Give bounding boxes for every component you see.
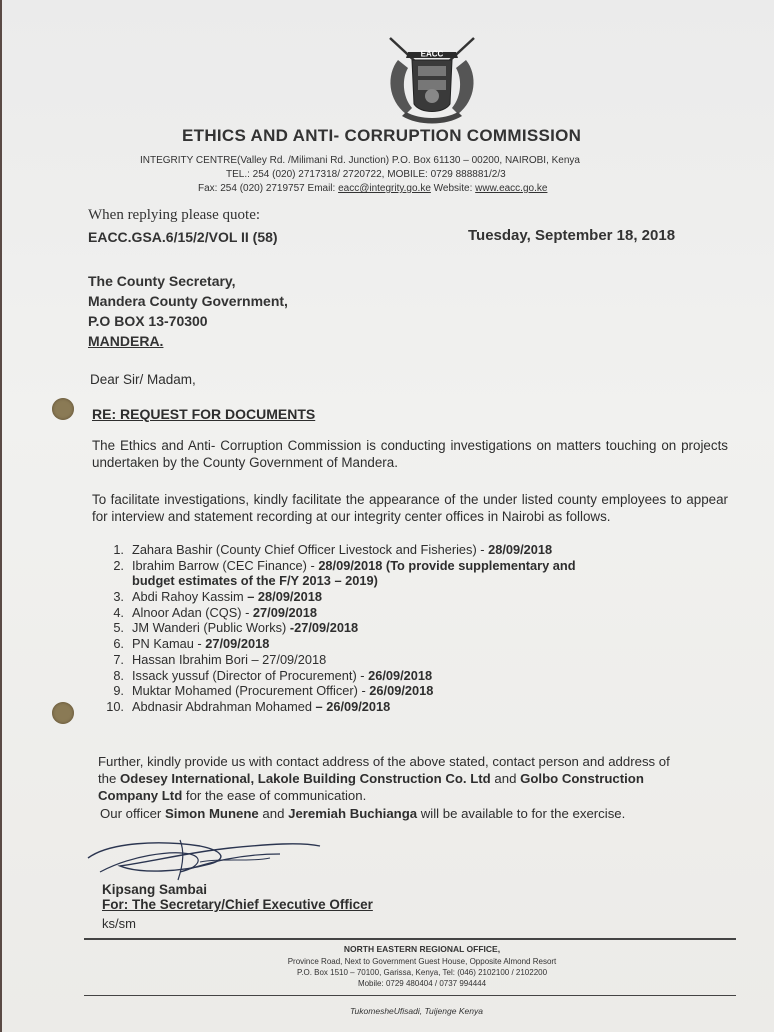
list-item: 6. PN Kamau - 27/09/2018 — [113, 636, 270, 652]
contact-line — [198, 183, 547, 194]
recipient-line-3: P.O BOX 13-70300 — [88, 313, 208, 329]
punch-hole-top — [52, 398, 74, 420]
letter-page — [2, 0, 774, 1032]
organization-name: ETHICS AND ANTI- CORRUPTION COMMISSION — [182, 126, 582, 145]
footer-office-name: NORTH EASTERN REGIONAL OFFICE, — [343, 944, 501, 954]
reference-number: EACC.GSA.6/15/2/VOL II (58) — [88, 229, 278, 245]
footer-address-line-3: Mobile: 0729 480404 / 0737 994444 — [357, 979, 487, 988]
footer-address-line-2: P.O. Box 1510 – 70100, Garissa, Kenya, Tel: (046) 2102100 / 2102200 — [296, 968, 548, 977]
footer-divider-top — [84, 938, 736, 940]
initials: ks/sm — [102, 916, 136, 931]
list-item: 3. Abdi Rahoy Kassim – 28/09/2018 — [113, 589, 322, 605]
list-item: 5. JM Wanderi (Public Works) -27/09/2018 — [113, 620, 359, 636]
further-request-line-2: the Odesey International, Lakole Building Construction Co. Ltd and Golbo Construction — [98, 771, 644, 786]
recipient-line-4: MANDERA. — [88, 333, 164, 349]
further-request-line-3: Company Ltd for the ease of communication. — [98, 788, 367, 803]
website-link[interactable]: www.eacc.go.ke — [475, 183, 548, 194]
list-item: 7. Hassan Ibrahim Bori – 27/09/2018 — [113, 651, 327, 667]
signatory-title: For: The Secretary/Chief Executive Officer — [102, 897, 373, 912]
body-paragraph-2: To facilitate investigations, kindly facilitate the appearance of the under listed county employees to appear for interview and statement recording at our integrity center offices in Nairobi as follows. — [92, 492, 728, 524]
signatory-name: Kipsang Sambai — [102, 882, 208, 897]
eacc-emblem-icon — [378, 30, 486, 138]
quote-label: When replying please quote: — [88, 207, 261, 223]
address-line: INTEGRITY CENTRE(Valley Rd. /Milimani Rd. Junction) P.O. Box 61130 – 00200, NAIROBI, Kenya — [140, 155, 580, 166]
footer-divider-bottom — [84, 995, 736, 996]
recipient-line-2: Mandera County Government, — [88, 293, 288, 309]
subject-line: RE: REQUEST FOR DOCUMENTS — [92, 406, 316, 422]
recipient-line-1: The County Secretary, — [88, 273, 236, 289]
further-request-line-1: Further, kindly provide us with contact address of the above stated, contact person and address of — [98, 754, 670, 769]
footer-motto: TukomeshеUfisadi, Tuijenge Kenya — [350, 1006, 483, 1016]
salutation: Dear Sir/ Madam, — [90, 372, 196, 387]
footer-address-line-1: Province Road, Next to Government Guest House, Opposite Almond Resort — [287, 957, 557, 966]
body-paragraph-1: The Ethics and Anti- Corruption Commission is conducting investigations on matters touching on projects undertaken by the County Government of Mandera. — [92, 438, 728, 470]
svg-text:EACC: EACC — [420, 49, 444, 59]
website-label: Website: — [430, 183, 476, 194]
letter-date: Tuesday, September 18, 2018 — [468, 227, 676, 244]
list-item: 2. Ibrahim Barrow (CEC Finance) - 28/09/2018 (To provide supplementary and — [113, 557, 576, 573]
email-link[interactable]: eacc@integrity.go.ke — [338, 183, 431, 194]
list-item-continuation: budget estimates of the F/Y 2013 – 2019) — [132, 573, 378, 589]
employee-list — [98, 542, 576, 715]
punch-hole-bottom — [52, 702, 74, 724]
officer-line: Our officer Simon Munene and Jeremiah Buchianga will be available to for the exercise. — [100, 806, 626, 821]
list-item: 1. Zahara Bashir (County Chief Officer Livestock and Fisheries) - 28/09/2018 — [113, 542, 553, 557]
list-item: 8. Issack yussuf (Director of Procurement) - 26/09/2018 — [113, 667, 433, 683]
telephone-line: TEL.: 254 (020) 2717318/ 2720722, MOBILE: 0729 888881/2/3 — [226, 169, 506, 180]
list-item: 4. Alnoor Adan (CQS) - 27/09/2018 — [113, 604, 317, 620]
fax-text: Fax: 254 (020) 2719757 Email: — [198, 183, 339, 194]
list-item: 9. Muktar Mohamed (Procurement Officer) - 26/09/2018 — [113, 683, 434, 699]
list-item: 10. Abdnasir Abdrahman Mohamed – 26/09/2018 — [106, 698, 391, 714]
